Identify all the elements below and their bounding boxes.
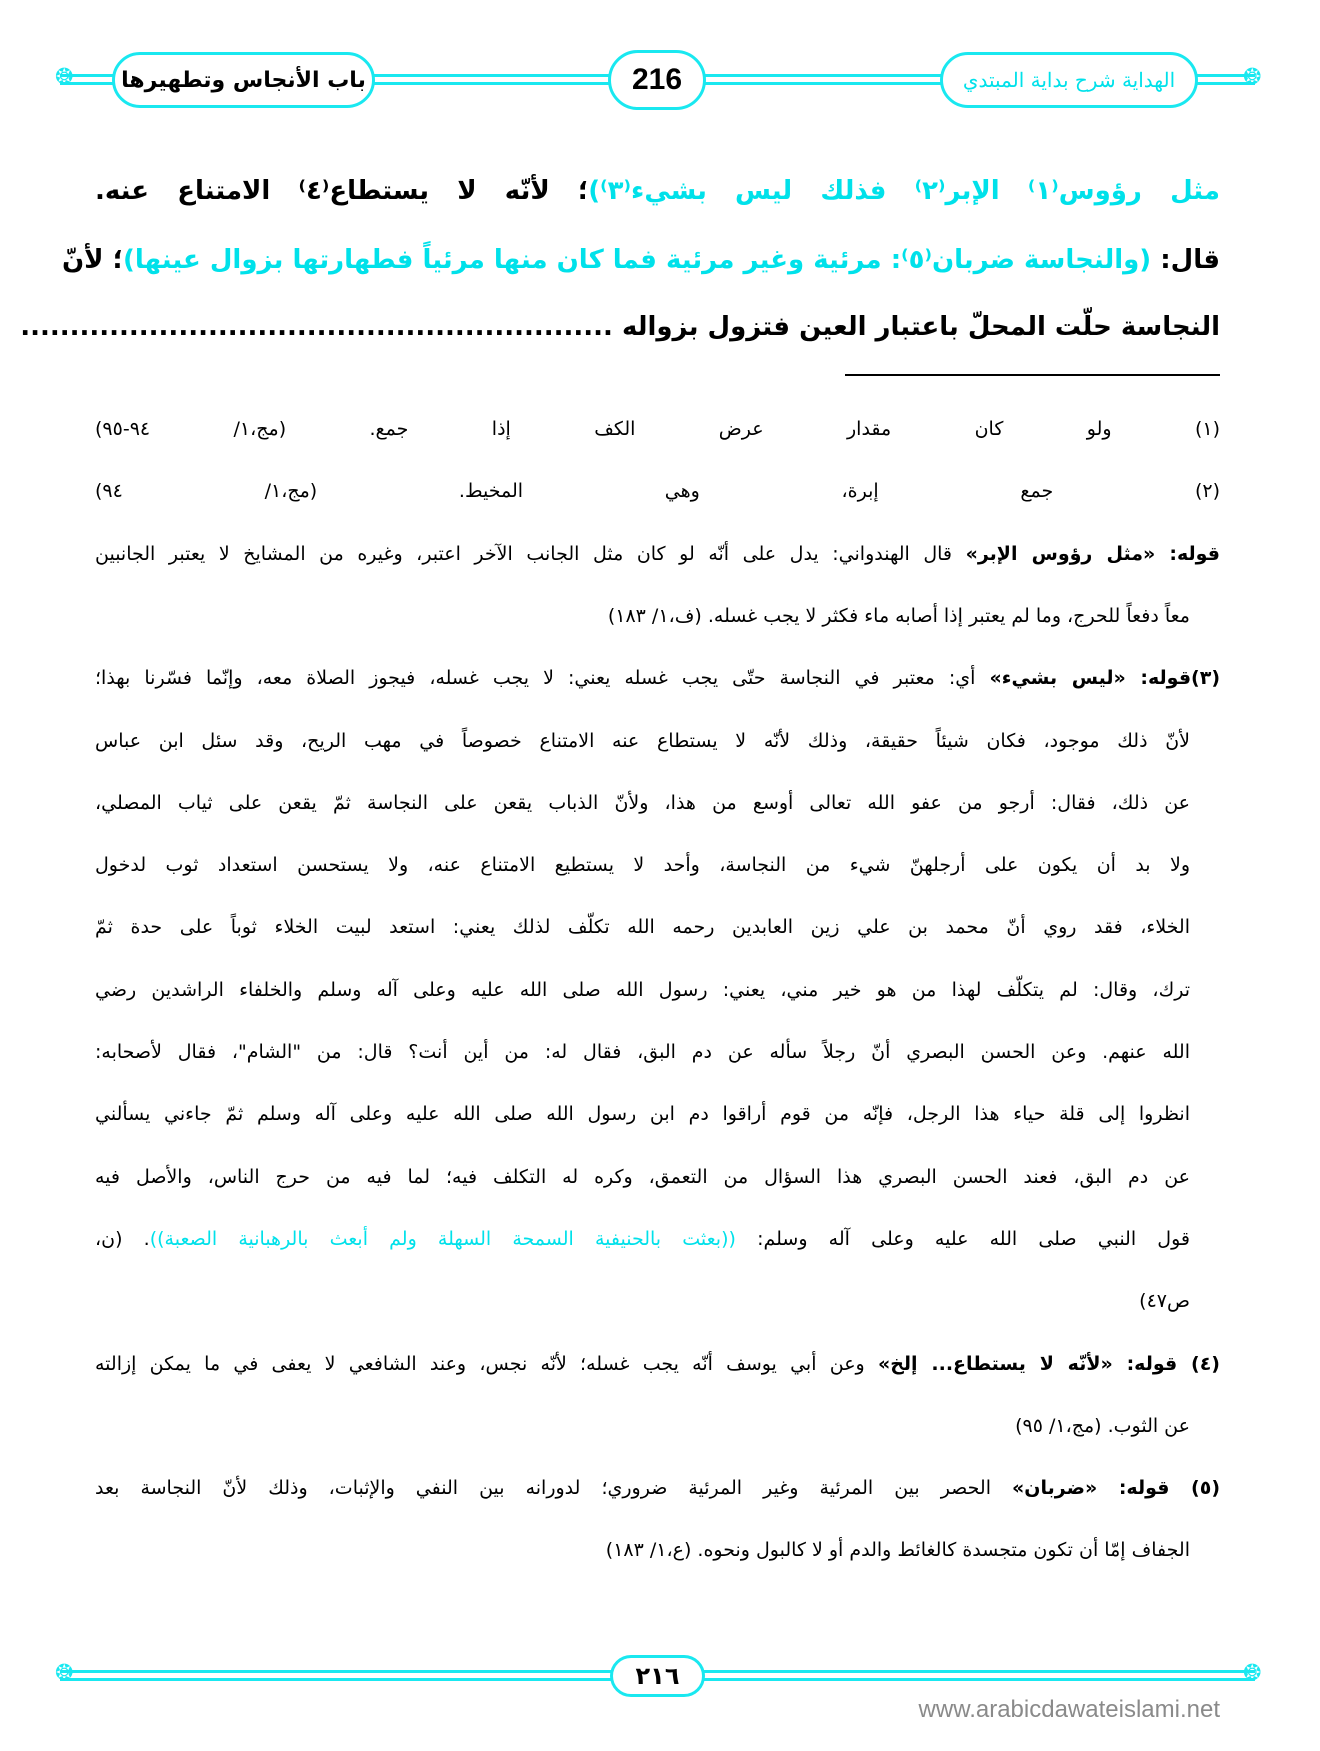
note-heading: قوله: «مثل رؤوس الإبر» <box>965 542 1220 565</box>
highlighted-text: مثل رؤوس⁽١⁾ الإبر⁽٢⁾ فذلك ليس بشيء⁽٣⁾) <box>588 176 1220 206</box>
footnote-line <box>95 1353 1220 1375</box>
text-segment: ؛ لأنّه لا يستطاع⁽٤⁾ الامتناع عنه. <box>95 176 589 206</box>
text-segment: (١) ولو كان مقدار عرض الكف إذا جمع. (مج،١/ ٩٤-٩٥) <box>95 418 1220 440</box>
footnote-line <box>95 543 1220 565</box>
text-segment: عن الثوب. (مج،١/ ٩٥) <box>1015 1414 1190 1437</box>
website-link[interactable]: www.arabicdawateislami.net <box>918 1696 1220 1723</box>
footnote-line <box>95 1228 1190 1250</box>
footnote-line <box>95 418 1220 440</box>
footnote-line <box>95 1415 1190 1437</box>
chapter-title-pill <box>112 52 375 108</box>
footer-page-pill <box>610 1655 705 1697</box>
footnote-line <box>95 854 1190 876</box>
ornament-icon: ❂ <box>55 65 74 90</box>
text-segment: قال: <box>1151 245 1220 275</box>
footnote-line <box>95 1290 1190 1312</box>
footer-page-number: ٢١٦ <box>635 1662 680 1690</box>
footnote-line <box>95 1103 1190 1125</box>
text-segment: وعن أبي يوسف أنّه يجب غسله؛ لأنّه نجس، وعند الشافعي لا يعفى في ما يمكن إزالته <box>95 1352 878 1375</box>
footnote-line <box>95 979 1190 1001</box>
footnote-line <box>95 480 1220 502</box>
text-segment: ص٤٧) <box>1139 1290 1190 1313</box>
footnote-line <box>95 730 1190 752</box>
text-segment: ؛ لأنّ <box>61 245 123 275</box>
text-segment: ولا بد أن يكون على أرجلهنّ شيء من النجاسة، وأحد لا يستطيع الامتناع عنه، ولا يستحسن استعداد ثوب لدخول <box>95 854 1190 877</box>
page-number-pill <box>608 50 706 110</box>
text-segment: أي: معتبر في النجاسة حتّى يجب غسله يعني: لا يجب غسله، فيجوز الصلاة معه، وإنّما فسّرنا بهذا؛ <box>95 667 990 690</box>
footnote-line <box>95 667 1220 689</box>
book-title-pill <box>940 52 1198 108</box>
text-segment: قول النبي صلى الله عليه وعلى آله وسلم: <box>735 1227 1190 1250</box>
main-line <box>95 176 1220 206</box>
highlighted-text: (والنجاسة ضربان⁽٥⁾: مرئية وغير مرئية فما كان منها مرئياً فطهارتها بزوال عينها) <box>123 245 1152 275</box>
text-segment: لأنّ ذلك موجود، فكان شيئاً حقيقة، وذلك لأنّه لا يستطاع عنه الامتناع خصوصاً في مهب الريح، وقد سئل ابن عباس <box>95 729 1190 752</box>
footnote-line <box>95 916 1190 938</box>
page-number: 216 <box>631 63 683 96</box>
note-heading: (٤) قوله: «لأنّه لا يستطاع... إلخ» <box>877 1352 1220 1375</box>
text-segment: معاً دفعاً للحرج، وما لم يعتبر إذا أصابه ماء فكثر لا يجب غسله. (ف،١/ ١٨٣) <box>607 604 1190 627</box>
footnote-line <box>95 1041 1190 1063</box>
text-segment: قال الهندواني: يدل على أنّه لو كان مثل الجانب الآخر اعتبر، وغيره من المشايخ لا يعتبر الجانبين <box>95 542 966 565</box>
text-segment: انظروا إلى قلة حياء هذا الرجل، فإنّه من قوم أراقوا دم ابن رسول الله صلى الله عليه وعلى آله وسلم ثمّ جاءني يسألني <box>95 1103 1190 1126</box>
note-heading: (٣)قوله: «ليس بشيء» <box>989 667 1220 690</box>
footnote-line <box>95 1477 1220 1499</box>
footnote-line <box>95 1166 1190 1188</box>
footnote-line <box>95 1539 1190 1561</box>
ornament-icon: ❂ <box>1243 65 1262 90</box>
footnote-line <box>95 605 1190 627</box>
footnote-line <box>95 792 1190 814</box>
text-segment: الخلاء، فقد روي أنّ محمد بن علي زين العابدين رحمه الله تكلّف لذلك يعني: استعد لبيت الخلاء ثوباً على حدة ثمّ <box>95 916 1190 939</box>
highlighted-text: ((بعثت بالحنيفية السمحة السهلة ولم أبعث بالرهبانية الصعبة)) <box>149 1227 736 1250</box>
ornament-icon: ❂ <box>1243 1661 1262 1686</box>
book-title: الهداية شرح بداية المبتدي <box>962 68 1176 92</box>
main-line <box>20 312 1220 342</box>
text-segment: الجفاف إمّا أن تكون متجسدة كالغائط والدم أو لا كالبول ونحوه. (ع،١/ ١٨٣) <box>605 1539 1190 1562</box>
ornament-icon: ❂ <box>55 1661 74 1686</box>
text-segment: (٢) جمع إبرة، وهي المخيط. (مج،١/ ٩٤) <box>95 480 1221 503</box>
text-segment: الحصر بين المرئية وغير المرئية ضروري؛ لدورانه بين النفي والإثبات، وذلك لأنّ النجاسة بعد <box>95 1477 1013 1500</box>
chapter-title: باب الأنجاس وتطهيرها <box>121 67 366 93</box>
text-segment: النجاسة حلّت المحلّ باعتبار العين فتزول بزواله ............................................................ <box>20 312 1220 342</box>
footnote-separator <box>845 374 1220 376</box>
main-line <box>61 245 1220 275</box>
text-segment: ترك، وقال: لم يتكلّف لهذا من هو خير مني، يعني: رسول الله صلى الله عليه وعلى آله وسلم والخلفاء الراشدين رضي <box>95 978 1190 1001</box>
text-segment: الله عنهم. وعن الحسن البصري أنّ رجلاً سأله عن دم البق، فقال له: من أين أنت؟ قال: من "الشام"، فقال لأصحابه: <box>95 1041 1190 1063</box>
text-segment: عن ذلك، فقال: أرجو من عفو الله تعالى أوسع من هذا، ولأنّ الذباب يقعن على النجاسة ثمّ يقعن على ثياب المصلي، <box>95 791 1190 814</box>
text-segment: . (ن، <box>95 1227 150 1250</box>
note-heading: (٥) قوله: «ضربان» <box>1012 1477 1220 1500</box>
text-segment: عن دم البق، فعند الحسن البصري هذا السؤال من التعمق، وكره له التكلف فيه؛ لما فيه من حرج الناس، والأصل فيه <box>95 1165 1190 1188</box>
